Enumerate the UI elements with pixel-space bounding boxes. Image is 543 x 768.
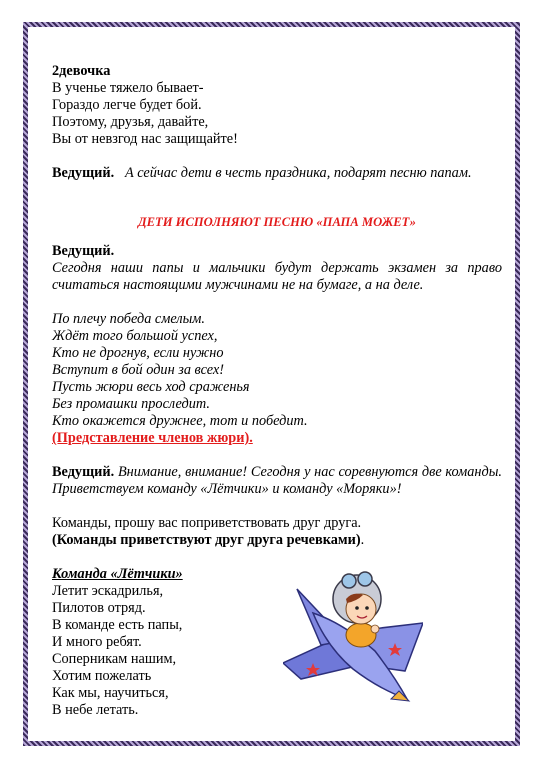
girl2-line: Поэтому, друзья, давайте, bbox=[52, 114, 209, 130]
team-line: И много ребят. bbox=[52, 634, 142, 650]
greet-line: Команды, прошу вас поприветствовать друг друга. bbox=[52, 515, 362, 531]
team-line: Как мы, научиться, bbox=[52, 685, 169, 701]
host-text: А сейчас дети в честь праздника, подарят песню папам. bbox=[124, 165, 472, 181]
host-speaker: Ведущий. bbox=[52, 165, 115, 181]
document-body bbox=[52, 63, 502, 719]
team-line: В команде есть папы, bbox=[52, 617, 183, 633]
host-speaker: Ведущий. bbox=[52, 464, 115, 480]
poem-line: Пусть жюри весь ход сраженья bbox=[52, 379, 250, 395]
song-heading: ДЕТИ ИСПОЛНЯЮТ ПЕСНЮ «ПАПА МОЖЕТ» bbox=[138, 215, 416, 229]
jury-note: (Представление членов жюри). bbox=[52, 430, 253, 446]
team-title: Команда «Лётчики» bbox=[52, 566, 183, 582]
team-line: Хотим пожелать bbox=[52, 668, 152, 684]
team-line: В небе летать. bbox=[52, 702, 139, 718]
poem-line: По плечу победа смелым. bbox=[52, 311, 206, 327]
pilot-plane-illustration bbox=[283, 553, 423, 703]
poem-line: Кто не дрогнув, если нужно bbox=[52, 345, 224, 361]
host-line-3 bbox=[52, 464, 502, 498]
host-line-1 bbox=[52, 165, 502, 182]
greet-dot: . bbox=[360, 532, 365, 548]
speaker-girl2: 2девочка bbox=[52, 63, 111, 79]
greet-note-line bbox=[52, 532, 502, 549]
girl2-line: Гораздо легче будет бой. bbox=[52, 97, 202, 113]
girl2-line: В ученье тяжело бывает- bbox=[52, 80, 204, 96]
greet-note: (Команды приветствуют друг друга речевками) bbox=[52, 532, 361, 548]
host-speaker: Ведущий. bbox=[52, 243, 115, 259]
team-line: Соперникам нашим, bbox=[52, 651, 177, 667]
host-text: Сегодня наши папы и мальчики будут держать экзамен за право считаться настоящими мужчинами не на бумаге, а на деле. bbox=[52, 260, 502, 293]
poem-line: Ждёт того большой успех, bbox=[52, 328, 218, 344]
poem-line: Вступит в бой один за всех! bbox=[52, 362, 224, 378]
team-line: Летит эскадрилья, bbox=[52, 583, 164, 599]
poem-line: Без промашки проследит. bbox=[52, 396, 210, 412]
poem-line: Кто окажется дружнее, тот и победит. bbox=[52, 413, 308, 429]
host-text: Внимание, внимание! Сегодня у нас соревнуются две команды. Приветствуем команду «Лётчики» и команду «Моряки»! bbox=[52, 464, 502, 497]
team-line: Пилотов отряд. bbox=[52, 600, 146, 616]
girl2-line: Вы от невзгод нас защищайте! bbox=[52, 131, 238, 147]
